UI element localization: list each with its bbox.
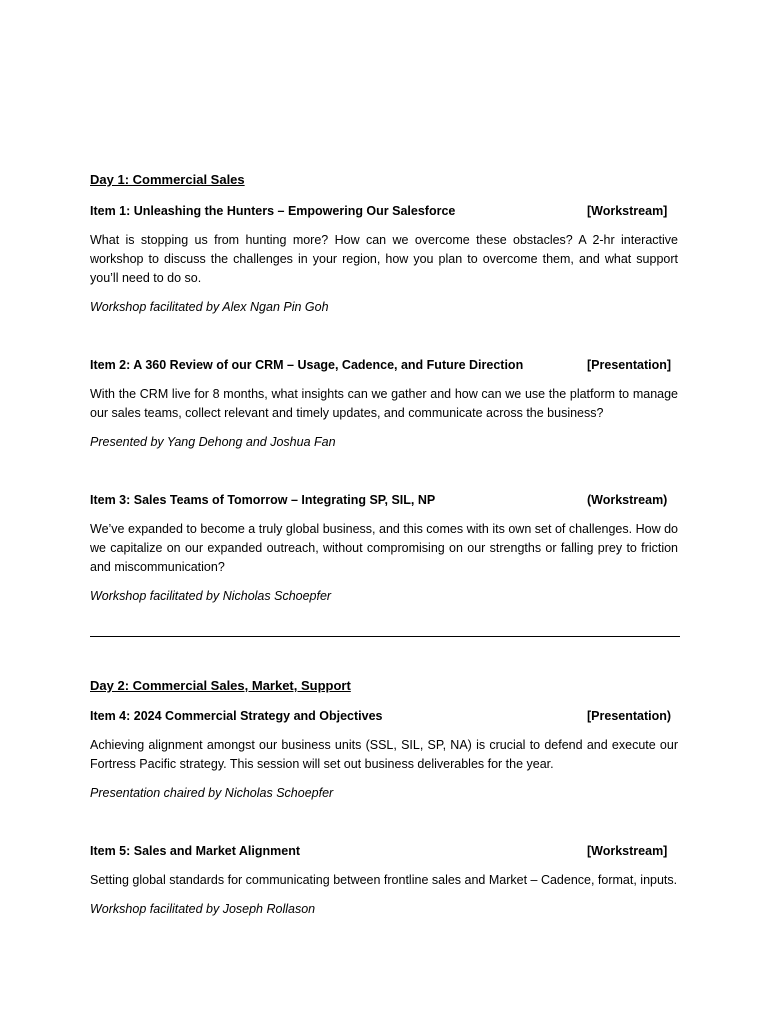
agenda-item-1 bbox=[90, 202, 678, 316]
item-type-label: [Workstream] bbox=[587, 204, 668, 218]
item-credit: Workshop facilitated by Nicholas Schoepfer bbox=[90, 589, 332, 603]
item-title: Item 3: Sales Teams of Tomorrow – Integrating SP, SIL, NP bbox=[90, 493, 436, 507]
item-description: What is stopping us from hunting more? How can we overcome these obstacles? A 2-hr interactive workshop to discuss the challenges in your region, how you plan to overcome them, and what support you’ll need to do so. bbox=[90, 233, 678, 285]
item-header bbox=[90, 202, 678, 220]
agenda-item-2 bbox=[90, 356, 678, 451]
item-title: Item 4: 2024 Commercial Strategy and Objectives bbox=[90, 709, 383, 723]
item-title: Item 1: Unleashing the Hunters – Empowering Our Salesforce bbox=[90, 204, 456, 218]
item-header bbox=[90, 356, 678, 374]
agenda-item-4 bbox=[90, 707, 678, 802]
section-divider bbox=[90, 636, 680, 637]
item-type-label: [Presentation) bbox=[587, 709, 672, 723]
agenda-document bbox=[90, 171, 678, 918]
day-2-section bbox=[90, 677, 678, 918]
item-header bbox=[90, 707, 678, 725]
item-type-label: (Workstream) bbox=[587, 493, 668, 507]
item-header bbox=[90, 842, 678, 860]
item-credit: Presentation chaired by Nicholas Schoepfer bbox=[90, 786, 334, 800]
item-description: Setting global standards for communicating between frontline sales and Market – Cadence, format, inputs. bbox=[90, 873, 678, 887]
item-title: Item 2: A 360 Review of our CRM – Usage, Cadence, and Future Direction bbox=[90, 358, 524, 372]
item-header bbox=[90, 491, 678, 509]
item-type-label: [Presentation] bbox=[587, 358, 672, 372]
day-heading: Day 2: Commercial Sales, Market, Support bbox=[90, 678, 351, 693]
agenda-item-3 bbox=[90, 491, 678, 605]
item-description: Achieving alignment amongst our business units (SSL, SIL, SP, NA) is crucial to defend and execute our Fortress Pacific strategy. This session will set out business deliverables for the year. bbox=[90, 738, 678, 771]
agenda-item-5 bbox=[90, 842, 678, 918]
item-credit: Presented by Yang Dehong and Joshua Fan bbox=[90, 435, 336, 449]
item-description: With the CRM live for 8 months, what insights can we gather and how can we use the platform to manage our sales teams, collect relevant and timely updates, and communicate across the business? bbox=[90, 387, 678, 420]
day-heading: Day 1: Commercial Sales bbox=[90, 172, 245, 187]
day-1-section bbox=[90, 171, 678, 605]
item-description: We’ve expanded to become a truly global business, and this comes with its own set of challenges. How do we capitalize on our expanded outreach, without compromising on our strengths or falling prey to friction and miscommunication? bbox=[90, 522, 678, 574]
item-title: Item 5: Sales and Market Alignment bbox=[90, 844, 301, 858]
item-credit: Workshop facilitated by Joseph Rollason bbox=[90, 902, 316, 916]
item-type-label: [Workstream] bbox=[587, 844, 668, 858]
item-credit: Workshop facilitated by Alex Ngan Pin Goh bbox=[90, 300, 329, 314]
